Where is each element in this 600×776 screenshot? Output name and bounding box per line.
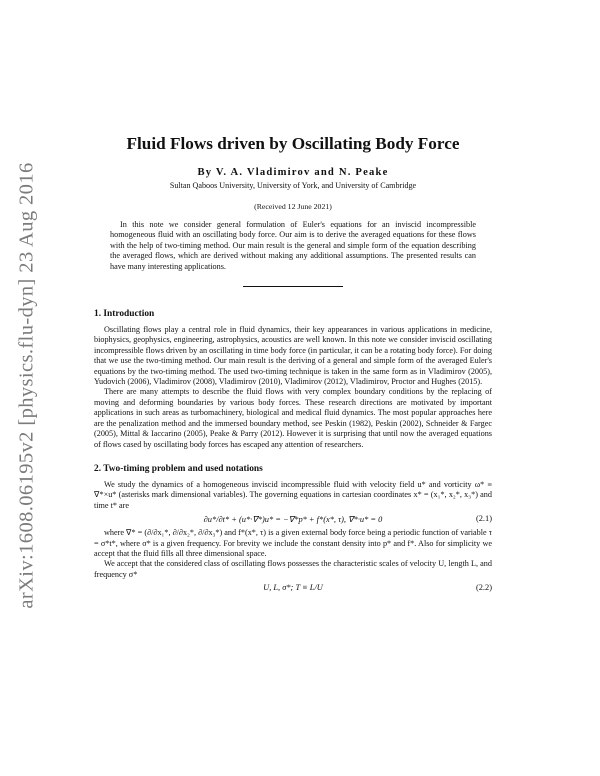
- section2-paragraph-1: We study the dynamics of a homogeneous inviscid incompressible fluid with velocity field u* and vorticity ω* ≡ ∇*×u* (asterisks mark dimensional variables). The governing equations in cartesian coordinates x* = (x₁*, x₂*, x₃*) and time t* are: [94, 479, 492, 510]
- intro-paragraph-1: Oscillating flows play a central role in fluid dynamics, their key appearances in various applications in medicine, biophysics, geophysics, engineering, astrophysics, acoustics are well known. In this note we consider inviscid oscillating incompressible flows driven by an oscillating in time body force (in particular, it can be a rotating body force). For doing that we use the two-timing method. Our main result is the deriving of a general and simple form of the averaged Euler's equations by the two-timing method. The used two-timing technique is taken in the same form as in Vladimirov (2005), Yudovich (2006), Vladimirov (2008), Vladimirov (2010), Vladimirov (2012), Vladimirov, Proctor and Hughes (2015).: [94, 325, 492, 387]
- section2-paragraph-2: where ∇* = (∂/∂x₁*, ∂/∂x₂*, ∂/∂x₃*) and f*(x*, τ) is a given external body force being a periodic function of variable τ = σ*t*, where σ* is a given frequency. For brevity we include the constant density into p* and f*. Also for simplicity we accept that the fluid fills all three dimensional space.: [94, 528, 492, 558]
- paper-affiliation: Sultan Qaboos University, University of York, and University of Cambridge: [169, 181, 417, 190]
- equation-2-2-number: (2.2): [475, 583, 492, 593]
- intro-paragraph-2: There are many attempts to describe the fluid flows with very complex boundary conditions by the replacing of moving and deforming boundaries by various body forces. These research directions are motivated by important applications in such areas as turbomachinery, biological and medical fluid dynamics. The most popular approaches here are the penalization method and the immersed boundary method, see Peskin (1982), Peskin (2002), Schneider & Fargec (2005), Mittal & Iaccarino (2005), Peake & Parry (2012). However it is surprising that until now the averaged equations of flows cased by oscillating body forces has escaped any attention of researchers.: [94, 387, 492, 449]
- equation-2-2-body: U, L, σ*; T ≡ L/U: [263, 583, 323, 593]
- received-date: (Received 12 June 2021): [254, 202, 332, 211]
- abstract-rule: [243, 286, 343, 287]
- equation-2-1-body: ∂u*/∂t* + (u*·∇*)u* = −∇*p* + f*(x*, τ), ∇*·u* = 0: [203, 515, 383, 525]
- arxiv-side-stamp: [12, 150, 42, 620]
- equation-2-1: [94, 512, 492, 527]
- section-heading-introduction: 1. Introduction: [94, 309, 155, 320]
- paper-authors: By V. A. Vladimirov and N. Peake: [197, 167, 389, 178]
- paper-page: [94, 134, 492, 597]
- section2-paragraph-3: We accept that the considered class of oscillating flows possesses the characteristic scales of velocity U, length L, and frequency σ*: [94, 559, 492, 579]
- equation-2-2: [94, 581, 492, 596]
- abstract: In this note we consider general formulation of Euler's equations for an inviscid incompressible homogeneous fluid with an oscillating body force. Our aim is to derive the averaged equations for these flows with the help of two-timing method. Our main result is the general and simple form of the equation describing the averaged flows, which are derived without making any additional assumptions. The presented results can have many interesting applications.: [110, 220, 476, 271]
- arxiv-identifier: arXiv:1608.06195v2 [physics.flu-dyn] 23 Aug 2016: [15, 161, 38, 609]
- section-heading-two-timing: 2. Two-timing problem and used notations: [94, 463, 263, 474]
- equation-2-1-number: (2.1): [475, 514, 492, 524]
- paper-title: Fluid Flows driven by Oscillating Body Force: [126, 134, 460, 153]
